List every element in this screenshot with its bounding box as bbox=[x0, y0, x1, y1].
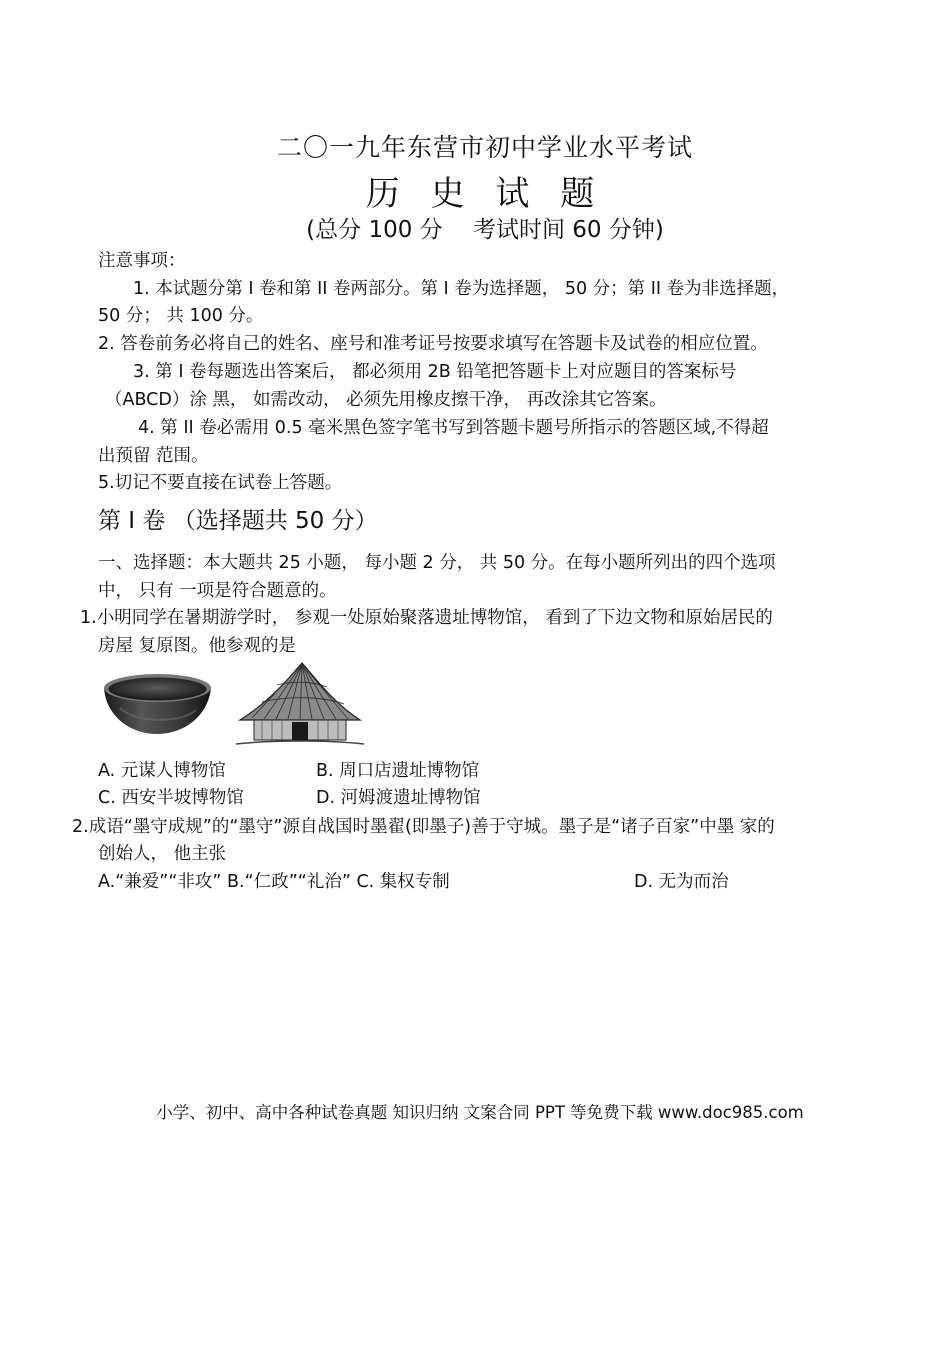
notice-title: 注意事项： bbox=[98, 251, 186, 271]
q1-stem-cont: 房屋 复原图。他参观的是 bbox=[98, 636, 297, 656]
q1-stem: 1.小明同学在暑期游学时， 参观一处原始聚落遗址博物馆， 看到了下边文物和原始居民的 bbox=[80, 608, 773, 628]
score-time: (总分 100 分 考试时间 60 分钟) bbox=[306, 217, 664, 243]
notice-item-5: 5.切记不要直接在试卷上答题。 bbox=[98, 473, 343, 493]
notice-item-4: 4. 第 II 卷必需用 0.5 毫米黑色签字笔书写到答题卡题号所指示的答题区域,不得超 bbox=[138, 418, 769, 438]
pottery-bowl-image bbox=[100, 668, 215, 738]
part1-heading: 第 I 卷 （选择题共 50 分） bbox=[98, 508, 378, 534]
notice-item-3-cont: （ABCD）涂 黑， 如需改动， 必须先用橡皮擦干净， 再改涂其它答案。 bbox=[105, 390, 667, 410]
q1-option-d: D. 河姆渡遗址博物馆 bbox=[316, 788, 481, 808]
thatched-hut-image bbox=[232, 660, 367, 750]
q2-stem-cont: 创始人， 他主张 bbox=[98, 844, 227, 864]
notice-item-1-cont: 50 分； 共 100 分。 bbox=[98, 306, 264, 326]
notice-item-3: 3. 第 I 卷每题选出答案后， 都必须用 2B 铅笔把答题卡上对应题目的答案标号 bbox=[133, 362, 737, 382]
part1-intro-cont: 中， 只有 一项是符合题意的。 bbox=[98, 581, 337, 601]
q2-option-d: D. 无为而治 bbox=[634, 872, 729, 892]
q1-option-b: B. 周口店遗址博物馆 bbox=[316, 761, 480, 781]
notice-item-2: 2. 答卷前务必将自己的姓名、座号和准考证号按要求填写在答题卡及试卷的相应位置。 bbox=[98, 334, 768, 354]
q1-option-c: C. 西安半坡博物馆 bbox=[98, 788, 244, 808]
subject-title: 历 史 试 题 bbox=[365, 174, 605, 214]
notice-item-1: 1. 本试题分第 I 卷和第 II 卷两部分。第 I 卷为选择题， 50 分；第 II 卷为非选择题， bbox=[133, 279, 790, 299]
q2-options-abc: A.“兼爱”“非攻” B.“仁政”“礼治” C. 集权专制 bbox=[98, 872, 450, 892]
q1-option-a: A. 元谋人博物馆 bbox=[98, 761, 226, 781]
part1-intro: 一、选择题：本大题共 25 小题， 每小题 2 分， 共 50 分。在每小题所列出的四个选项 bbox=[98, 553, 776, 573]
notice-item-4-cont: 出预留 范围。 bbox=[98, 446, 209, 466]
q2-stem: 2.成语“墨守成规”的“墨守”源自战国时墨翟(即墨子)善于守城。墨子是“诸子百家”中墨 家的 bbox=[72, 817, 775, 837]
footer-text: 小学、初中、高中各种试卷真题 知识归纳 文案合同 PPT 等免费下载 www.doc985.com bbox=[156, 1103, 804, 1122]
exam-name: 二〇一九年东营市初中学业水平考试 bbox=[276, 133, 693, 162]
